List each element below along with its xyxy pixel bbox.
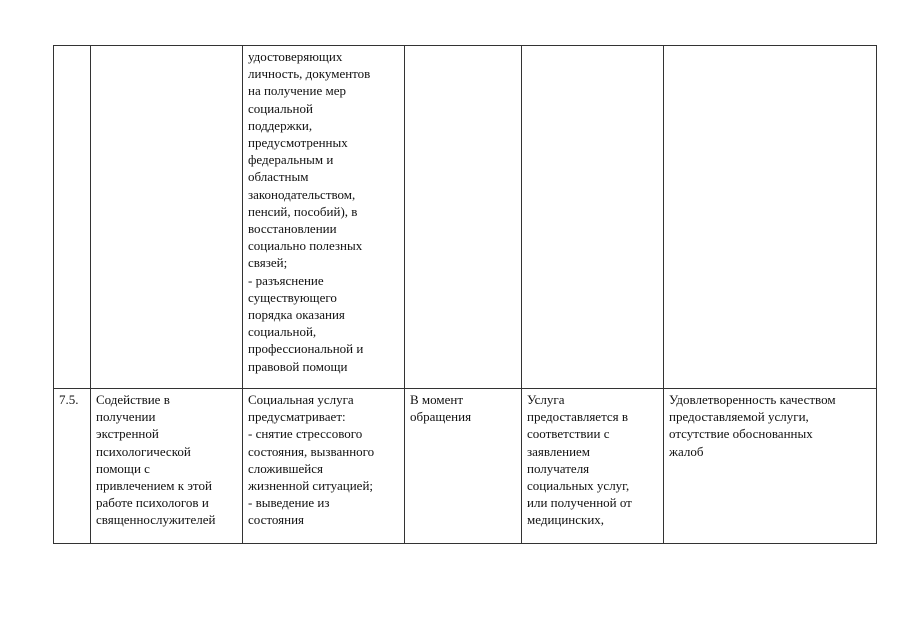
- table-row: [54, 46, 877, 389]
- cell-conditions: Услуга предоставляется в соответствии с заявлением получателя социальных услуг, или полученной от медицинских,: [522, 389, 664, 544]
- cell-quality: Удовлетворенность качеством предоставляемой услуги, отсутствие обоснованных жалоб: [664, 389, 877, 544]
- cell-number: 7.5.: [54, 389, 91, 544]
- cell-timing: [405, 46, 522, 389]
- cell-timing: В момент обращения: [405, 389, 522, 544]
- cell-number: [54, 46, 91, 389]
- services-table: [53, 45, 877, 544]
- cell-quality: [664, 46, 877, 389]
- table-row: [54, 389, 877, 544]
- cell-conditions: [522, 46, 664, 389]
- cell-description: удостоверяющих личность, документов на получение мер социальной поддержки, предусмотренных федеральным и областным законодательством, пенсий, пособий), в восстановлении социально полезных связей; - разъяснение существующего порядка оказания социальной, профессиональной и правовой помощи: [243, 46, 405, 389]
- cell-description: Социальная услуга предусматривает: - снятие стрессового состояния, вызванного сложившейся жизненной ситуацией; - выведение из состояния: [243, 389, 405, 544]
- cell-service-name: [91, 46, 243, 389]
- cell-service-name: Содействие в получении экстренной психологической помощи с привлечением к этой работе психологов и священнослужителей: [91, 389, 243, 544]
